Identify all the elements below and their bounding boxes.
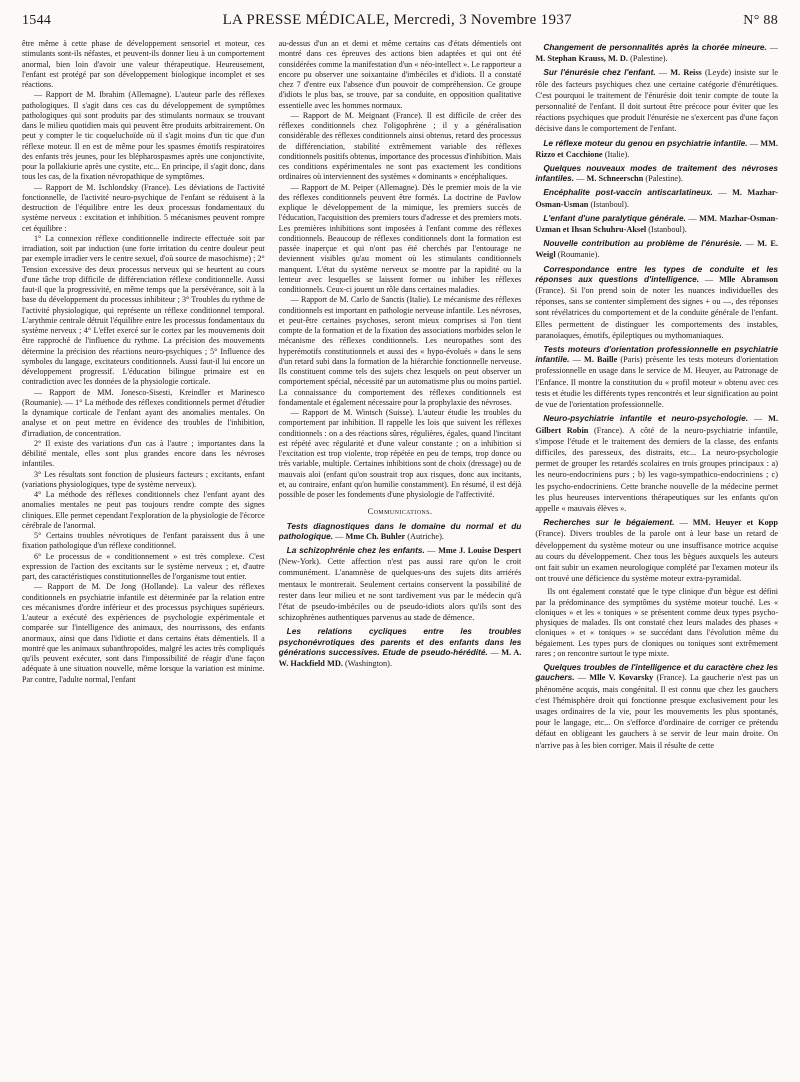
communication bbox=[535, 187, 778, 209]
paragraph: — Rapport de M. Meignant (France). Il est difficile de créer des réflexes conditionnels chez l'oligophrène ; il y a généralisation considérable des réflexes conditionnels ainsi obtenus, retard des processus de différenciation, stabilité extrêmement variable des réflexes conditionnels positifs obtenus, importance des processus d'inhibition. Mais ces conditions expérimentales ne sont pas exactement les conditions ordinaires où interviennent des systèmes « dominants » encéphaliques. bbox=[278, 110, 522, 182]
communication-author: Mlle V. Kovarsky bbox=[589, 673, 654, 683]
article-columns bbox=[22, 39, 778, 1079]
communication-author: Mme J. Louise Despert bbox=[438, 545, 522, 555]
communication-heading: L'enfant d'une paralytique générale. — MM. Mazhar-Osman-Uzman et Ihsan Schuhru-Aksel (Istanboul). bbox=[535, 212, 778, 235]
column-2 bbox=[279, 39, 522, 1079]
communication-heading: Recherches sur le bégaiement. — MM. Heuyer et Kopp (France). Divers troubles de la parole ont à leur base un retard de développement du système moteur ou une insuffisance motrice acquise au cours du développement. Chez tous les bègues auxquels les auteurs ont fait subir un examen neurologique complété par l'examen moteur ils ont trouvé une déficience du système moteur extra-pyramidal. bbox=[535, 517, 778, 584]
communication-origin: (Paris) bbox=[620, 355, 643, 365]
communication-origin: (Palestine). bbox=[645, 174, 683, 184]
communication-body: présente les tests moteurs d'orientation professionnelle en usage dans le service de M. Heuyer, au Patronage de l'Enfance. Il montre la constitution du « profil moteur » obtenu avec ces tests et étudie les différents types rencontrés et leur signification au point de vue de l'orientation professionnelle. bbox=[535, 355, 778, 410]
communication-title: Encéphalite post-vaccin antiscarlatineux. bbox=[543, 187, 713, 198]
communication bbox=[535, 413, 778, 514]
communication-title: Recherches sur le bégaiement. bbox=[543, 517, 675, 528]
communication bbox=[279, 545, 522, 623]
running-header bbox=[22, 12, 778, 33]
communication-heading: La schizophrénie chez les enfants. — Mme J. Louise Despert (New-York). Cette affection n'est pas aussi rare qu'on le croit communément. L'anamnèse de quelques-uns des sujets dits arriérés mentaux le montrerait. Seulement certains conservent la possibilité de rester dans leur milieu et ne sont tardivement vus par le médecin qu'à l'état de pseudo-imbéciles ou de pseudo-idiots alors qu'ils sont des schizophrènes authentiques parvenus au stade de démence. bbox=[278, 544, 522, 623]
communication-title: Changement de personnalités après la chorée mineure. bbox=[543, 42, 767, 52]
communication bbox=[535, 138, 778, 160]
paragraph: — Rapport de M. Ischlondsky (France). Les déviations de l'activité fonctionnelle, de l'activité neuro-psychique de l'enfant se réduisent à la destruction de l'équilibre entre les deux processus fondamentaux du système nerveux : excitation et inhibition. 5 mécanismes peuvent rompre cet équilibre : bbox=[22, 182, 265, 233]
communication-origin: (Leyde) bbox=[704, 68, 732, 78]
paragraph: 1° La connexion réflexe conditionnelle indirecte effectuée soit par irradiation, soit par induction (une forte irritation du centre douleur peut par exemple irradier vers le centre sexuel, d'où source de masochisme) ; 2° Tension excessive des deux processus nerveux qui se heurtent au cours d'une tâche trop difficile de différenciation réflexe conditionnelle. Aussi faut-il que la progressivité, en même temps que la persévérance, soit à la base du développement du processus inhibiteur ; 3° Troubles du rythme de l'activité physiologique, qui représente un réflexe conditionnel temporal. L'arythmie centrale détruit l'équilibre entre les processus fondamentaux du système nerveux ; 4° L'effet exercé sur le cortex par les mouvements doit être rapproché de l'influence du rythme. La précision des mouvements détermine la précision des réactions neuro-psychiques ; 5° Influence des symboles du langage, excitateurs conditionnels. Aussi faut-il lui encore un développement progressif. L'éducation bilingue primaire est en contradiction avec les données de la physiologie corticale. bbox=[22, 233, 265, 387]
paragraph: — Rapport de M. Ibrahim (Allemagne). L'auteur parle des réflexes pathologiques. Il s'agit dans ces cas du développement de symptômes pathologiques qui sont produits par des stimulants normaux se trouvant dans le milieu quotidien mais qui peuvent être produits arbitrairement. On peut y compter le tic coqueluchoïde où il s'agit moins d'un tic que d'un réflexe moteur. Il en est de même pour les spasmes émotifs respiratoires des enfants très jeunes, pour les blépharospasmes après une conjonctivite, pour la pollakiurie après une cystite, etc... En principe, il s'agit donc, dans tous les cas, de la fixation névropathique de symptômes. bbox=[22, 90, 265, 182]
communication-origin: (Istanboul). bbox=[648, 225, 687, 235]
communication bbox=[535, 264, 778, 341]
communication-author: MM. Heuyer et Kopp bbox=[692, 518, 778, 528]
paragraph: 3° Les résultats sont fonction de plusieurs facteurs ; excitants, enfant (variations physiologiques, type de système nerveux). bbox=[22, 469, 265, 489]
section-heading: Communications. bbox=[367, 506, 433, 517]
communication-heading: Sur l'énurésie chez l'enfant. — M. Reiss (Leyde) insiste sur le rôle des facteurs psychiques chez une certaine catégorie d'énurétiques. C'est pourquoi le traitement de l'énurésie doit tenir compte de toute la personnalité de l'enfant. Il doit surtout être précoce pour éviter que les réactions psychiques que produit l'énurésie ne s'exercent pas d'une façon décisive dans le comportement de l'enfant. bbox=[535, 67, 778, 134]
paragraph: au-dessus d'un an et demi et même certains cas d'états démentiels ont montré dans ces épreuves des actions bien adaptées et qui ont été considérées comme la manifestation d'un « néo-intellect ». Le rapporteur a encore pu observer une soixantaine d'imbéciles et d'idiots. Il a constaté chez 7 d'entre eux l'absence d'un pouvoir de compréhension. Ce groupe d'idiots le plus bas, se trouve, par sa conduite, en opposition qualitative essentielle avec les hommes normaux. bbox=[278, 39, 522, 110]
communication bbox=[535, 662, 778, 751]
journal-title: LA PRESSE MÉDICALE, Mercredi, 3 Novembre 1937 bbox=[222, 12, 572, 28]
communication-body: A côté de la neuro-psychiatrie infantile, s'impose l'étude et le traitement des derniers de la classe, des enfants difficiles, des paresseux, des distraits, etc... La neuro-psychologie permet de grouper les retardés scolaires en trois groupes principaux : a) les neuro-endocriniens purs ; b) les vago-sympathico-endocriniens ; c) les psycho-endocriniens. Cette branche nouvelle de la médecine permet les plus heureuses interventions thérapeutiques sur les enfants qu'on appelle « mauvais élèves ». bbox=[535, 425, 778, 513]
communication-origin: (France). bbox=[656, 673, 687, 683]
paragraph: — Rapport de M. Carlo de Sanctis (Italie). Le mécanisme des réflexes conditionnels est important en pathologie nerveuse infantile. Les névroses, et peut-être certaines psychoses, seront mieux comprises si l'on tient compte de la formation et de la fixation des associations morbides selon le mécanisme des réflexes conditionnels. Les neuropathes sont des hyperémotifs constitutionnels et aussi des « hypo-évolués » dans le sens d'un retard subi dans la formation de la hiérarchie fonctionnelle nerveuse. Ils constituent comme tels des sujets chez lesquels on peut observer un comportement spécial, nécessité par un automatisme plus ou moins partiel. La connaissance du comportement des réflexes conditionnels est fondamentale et également nécessaire pour la prophylaxie des névroses. bbox=[278, 295, 522, 407]
issue-number: N° 88 bbox=[743, 13, 778, 28]
communication-heading: Tests moteurs d'orientation professionnelle en psychiatrie infantile. — M. Baille (Paris) présente les tests moteurs d'orientation professionnelle en usage dans le service de M. Heuyer, au Patronage de l'Enfance. Il montre la constitution du « profil moteur » obtenu avec ces tests et étudie les différents types rencontrés et leur signification au point de vue de l'orientation professionnelle. bbox=[535, 344, 778, 410]
paragraph: 5° Certains troubles névrotiques de l'enfant paraissent dus à une fixation pathologique d'un réflexe conditionnel. bbox=[22, 531, 265, 551]
communication-title: Correspondance entre les types de conduite et les réponses aux questions d'intelligence. bbox=[535, 263, 778, 284]
communication-heading: Nouvelle contribution au problème de l'énurésie. — M. E. Weigl (Roumanie). bbox=[535, 238, 778, 260]
communication-origin: (France). bbox=[593, 425, 625, 435]
communication-title: Neuro-psychiatrie infantile et neuro-psychologie. bbox=[543, 413, 748, 424]
communication-author: MM. Rizzo et Cacchione bbox=[535, 138, 778, 159]
communication-body: Cette affection n'est pas aussi rare qu'on le croit communément. L'anamnèse de quelques-uns des sujets dits arriérés mentaux le montrerait. Seulement certains conservent la possibilité de rester dans leur milieu et ne sont tardivement vus par le médecin qu'à l'état de pseudo-imbéciles ou de pseudo-idiots alors qu'ils sont des schizophrènes authentiques parvenus au stade de démence. bbox=[278, 557, 522, 623]
column-3 bbox=[535, 39, 778, 1079]
communication-heading: Neuro-psychiatrie infantile et neuro-psychologie. — M. Gilbert Robin (France). A côté de la neuro-psychiatrie infantile, s'impose l'étude et le traitement des derniers de la classe, des enfants difficiles, des paresseux, des distraits, etc... La neuro-psychologie permet de grouper les retardés scolaires en trois groupes principaux : a) les neuro-endocriniens purs ; b) les vago-sympathico-endocriniens ; c) les psycho-endocriniens. Cette branche nouvelle de la médecine permet les plus heureuses interventions thérapeutiques sur les enfants qu'on appelle « mauvais élèves ». bbox=[535, 413, 778, 513]
communication-author: M. Reiss bbox=[670, 68, 702, 78]
communication-body: Si l'on prend soin de noter les nuances individuelles des réponses, sans se contenter simplement des signes + ou —, des réponses sont révélatrices du comportement et de la conduite générale de l'enfant. Elles permettent de distinguer les comportements des instables, paranoïaques, émotifs, épileptiques ou mythomaniaques. bbox=[535, 286, 778, 340]
communication bbox=[279, 521, 522, 542]
communication-title: Quelques nouveaux modes de traitement des névroses infantiles. bbox=[535, 163, 778, 184]
communication-heading: Encéphalite post-vaccin antiscarlatineux. — M. Mazhar-Osman-Usman (Istanboul). bbox=[535, 187, 778, 209]
communication bbox=[279, 626, 522, 669]
communication-title: L'enfant d'une paralytique générale. bbox=[543, 212, 686, 223]
communication-origin: (Palestine). bbox=[630, 54, 668, 64]
communication bbox=[535, 213, 778, 235]
communication-origin: (New-York). bbox=[278, 557, 321, 567]
communication bbox=[535, 587, 778, 659]
communication-heading: Les relations cycliques entre les troubles psychonévrotiques des parents et des enfants dans les générations successives. Etude de pseudo-hérédité. — M. A. W. Hackfield MD. (Washington). bbox=[278, 626, 522, 668]
communication-author: M. Mazhar-Osman-Usman bbox=[535, 188, 778, 209]
communication-heading: Correspondance entre les types de conduite et les réponses aux questions d'intelligence. — Mlle Abramson (France). Si l'on prend soin de noter les nuances individuelles des réponses, sans se contenter simplement des signes + ou —, des réponses sont révélatrices du comportement et de la conduite générale de l'enfant. Elles permettent de distinguer les comportements des instables, paranoïaques, émotifs, épileptiques ou mythomaniaques. bbox=[535, 263, 778, 340]
communication-author: M. A. W. Hackfield MD. bbox=[278, 647, 522, 668]
communication-author: M. Schneerschn bbox=[586, 174, 644, 184]
communication-origin: (Istanboul). bbox=[590, 199, 629, 209]
paragraph: être même à cette phase de développement sensoriel et moteur, ces stimulants sont-ils néfastes, et peuvent-ils donner lieu à un comportement anormal, bien loin d'avoir une valeur thérapeutique. Heureusement, l'enfant est protégé par son développement biologique incomplet et ses réactions. bbox=[22, 39, 265, 89]
communication bbox=[535, 42, 778, 64]
communication-title: Tests diagnostiques dans le domaine du normal et du pathologique. bbox=[278, 520, 522, 541]
communication-origin: (Italie). bbox=[604, 149, 630, 159]
communication-title: Les relations cycliques entre les troubles psychonévrotiques des parents et des enfants dans les générations successives. Etude de pseudo-hérédité. bbox=[278, 626, 522, 657]
communication-title: Quelques troubles de l'intelligence et du caractère chez les gauchers. bbox=[535, 662, 778, 683]
communication-title: La schizophrénie chez les enfants. bbox=[286, 544, 425, 555]
communication-origin: (Autriche). bbox=[407, 531, 444, 541]
communication-origin: (Roumanie). bbox=[557, 250, 600, 260]
paragraph: 6° Le processus de « conditionnement » est très complexe. C'est expression de l'action des excitants sur le système nerveux ; et, d'autre part, des caractéristiques constitutionnelles de l'organisme tout entier. bbox=[22, 551, 265, 581]
communication-author: Mme Ch. Buhler bbox=[345, 531, 406, 541]
communication-author: Mlle Abramson bbox=[719, 274, 778, 284]
paragraph: 2° Il existe des variations d'un cas à l'autre ; importantes dans la débilité mentale, elles sont plus grandes encore dans les névroses infantiles. bbox=[22, 438, 265, 469]
communication-heading: Quelques nouveaux modes de traitement des névroses infantiles. — M. Schneerschn (Palestine). bbox=[535, 163, 778, 184]
communication-title: Le réflexe moteur du genou en psychiatrie infantile. bbox=[543, 137, 748, 148]
communication-author: M. E. Weigl bbox=[535, 239, 778, 260]
paragraph: Ils ont également constaté que le type clinique d'un bègue est défini par la prédominance des symptômes du système moteur touché. Les « cloniques » et les « toniques » se présentent comme deux types psycho-physiques de malades. Ils ont constaté chez leurs malades des phases « cloniques » et « toniques » se succédant dans l'évolution même du bégaiement. Les types purs de cloniques ou toniques sont extrêmement rares ; on rencontre surtout le type mixte. bbox=[535, 587, 778, 658]
communication-body: Divers troubles de la parole ont à leur base un retard de développement du système moteur ou une insuffisance motrice acquise au cours du développement. Chez tous les bègues auxquels les auteurs ont fait subir un examen neurologique complété par l'examen moteur ils ont trouvé une déficience du système moteur extra-pyramidal. bbox=[535, 529, 778, 584]
communication-heading: Changement de personnalités après la chorée mineure. — M. Stephan Krauss, M. D. (Palestine). bbox=[535, 42, 778, 64]
paragraph: — Rapport de MM. Jonesco-Sisesti, Kreindler et Marinesco (Roumanie). — 1° La méthode des réflexes conditionnels permet d'étudier la dynamique corticale de l'enfant ayant des anomalies mentales. On analyse et on peut mettre en évidence des troubles de l'inhibition, d'irradiation, de concentration. bbox=[22, 387, 265, 438]
communication-title: Nouvelle contribution au problème de l'énurésie. bbox=[543, 238, 742, 249]
communication-body: insiste sur le rôle des facteurs psychiques chez une certaine catégorie d'énurétiques. C'est pourquoi le traitement de l'énurésie doit tenir compte de toute la personnalité de l'enfant. Il doit surtout être précoce pour éviter que les réactions psychiques que produit l'énurésie ne s'exercent pas d'une façon décisive dans le comportement de l'enfant. bbox=[535, 68, 778, 134]
paragraph: — Rapport de M. Peiper (Allemagne). Dès le premier mois de la vie des réflexes conditionnels peuvent être formés. La doctrine de Pavlow explique le développement de la mimique, les premiers succès de l'éducation, l'acquisition des premiers tours d'adresse et des premiers mots. Les premières inhibitions sont imposées à l'enfant comme des réflexes conditionnels. Beaucoup de réflexes conditionnels dont la formation est passée inaperçue et qui n'ont pas été cherchés par l'entourage ne deviennent visibles qu'au moment où les stimulants conditionnels manquent. L'état du système nerveux se montre par la rapidité ou la lenteur avec lesquelles se laissent former ou inhiber les réflexes conditionnels. Ceux-ci jouent un rôle dans certaines maladies. bbox=[278, 182, 522, 294]
communication bbox=[535, 517, 778, 584]
communication-title: Tests moteurs d'orientation professionnelle en psychiatrie infantile. bbox=[535, 344, 778, 365]
communication-heading: Quelques troubles de l'intelligence et du caractère chez les gauchers. — Mlle V. Kovarsky (France). La gaucherie n'est pas un phénomène acquis, mais congénital. Il est connu que chez les gauchers c'est l'hémisphère droit qui fonctionne presque exclusivement pour les usages ordinaires de la vie, pour les mouvements les plus spontanés, pour le langage, etc... On s'efforce d'ordinaire de corriger ce prétendu défaut en obligeant les gauchers à se servir de leur main droite. On n'arrive pas à les bien corriger. Mais il résulte de cette bbox=[535, 662, 778, 750]
communication-origin: (France). bbox=[535, 529, 566, 539]
communication-author: MM. Mazhar-Osman-Uzman et Ihsan Schuhru-Aksel bbox=[535, 213, 778, 235]
communication bbox=[535, 238, 778, 260]
column-1 bbox=[22, 39, 265, 1079]
paragraph: — Rapport de M. De Jong (Hollande). La valeur des réflexes conditionnels en psychiatrie infantile est déterminée par la relation entre ces mécanismes d'ordre inférieur et des processus psychiques supérieurs. L'auteur a exécuté des expériences de psychologie expérimentale et comparée sur l'intelligence des animaux, des nourrissons, des enfants anormaux, ainsi que dans l'idiotie et dans certains états démentiels. Il a montré que les animaux subanthropoïdes, malgré les actes très compliqués qu'ils peuvent exécuter, sont dans l'impossibilité de réagir d'une façon adéquate à une situation nouvelle, même lorsque la variation est minime. Par contre, l'adulte normal, l'enfant bbox=[22, 582, 265, 684]
communication-heading: Tests diagnostiques dans le domaine du normal et du pathologique. — Mme Ch. Buhler (Autriche). bbox=[278, 520, 522, 541]
paragraph: 4° La méthode des réflexes conditionnels chez l'enfant ayant des anomalies mentales ne peut pas toujours rendre compte des signes cliniques. Elle permet cependant l'exploration de la physiologie de l'écorce cérébrale de l'anormal. bbox=[22, 490, 265, 530]
communication-body: La gaucherie n'est pas un phénomène acquis, mais congénital. Il est connu que chez les gauchers c'est l'hémisphère droit qui fonctionne presque exclusivement pour les usages ordinaires de la vie, pour les mouvements les plus spontanés, pour le langage, etc... On s'efforce d'ordinaire de corriger ce prétendu défaut en obligeant les gauchers à se servir de leur main droite. On n'arrive pas à les bien corriger. Mais il résulte de cette bbox=[535, 673, 778, 750]
communication-title: Sur l'énurésie chez l'enfant. bbox=[543, 67, 656, 78]
communication-author: M. Baille bbox=[583, 355, 618, 365]
page-number: 1544 bbox=[22, 13, 52, 28]
communication-author: M. Stephan Krauss, M. D. bbox=[535, 54, 628, 64]
communication bbox=[535, 163, 778, 184]
communication bbox=[535, 344, 778, 410]
communication-origin: (Washington). bbox=[344, 658, 393, 668]
communication-origin: (France). bbox=[535, 286, 566, 296]
communication-heading: Le réflexe moteur du genou en psychiatrie infantile. — MM. Rizzo et Cacchione (Italie). bbox=[535, 137, 778, 159]
communication-author: M. Gilbert Robin bbox=[535, 414, 778, 435]
communication bbox=[535, 67, 778, 134]
paragraph: — Rapport de M. Wintsch (Suisse). L'auteur étudie les troubles du comportement par inhibition. Il rappelle les lois que suivent les réflexes conditionnels : on a des réactions sûres, régulières, égales, quand l'incitant est répété avec régularité et d'une valeur constante ; on a inhibition si l'excitation est trop violente, trop répétée en peu de temps, trop donce ou très variable, multiple. Certaines inhibitions sont de choix (dressage) ou de mauvais aloi (enfant qu'on soustrait trop aux risques, donc aux incitants, et, au contraire, enfant qu'on humilie constamment). En résumé, il est déjà possible de poser les fondements d'une physiologie de l'affectivité. bbox=[278, 408, 522, 499]
